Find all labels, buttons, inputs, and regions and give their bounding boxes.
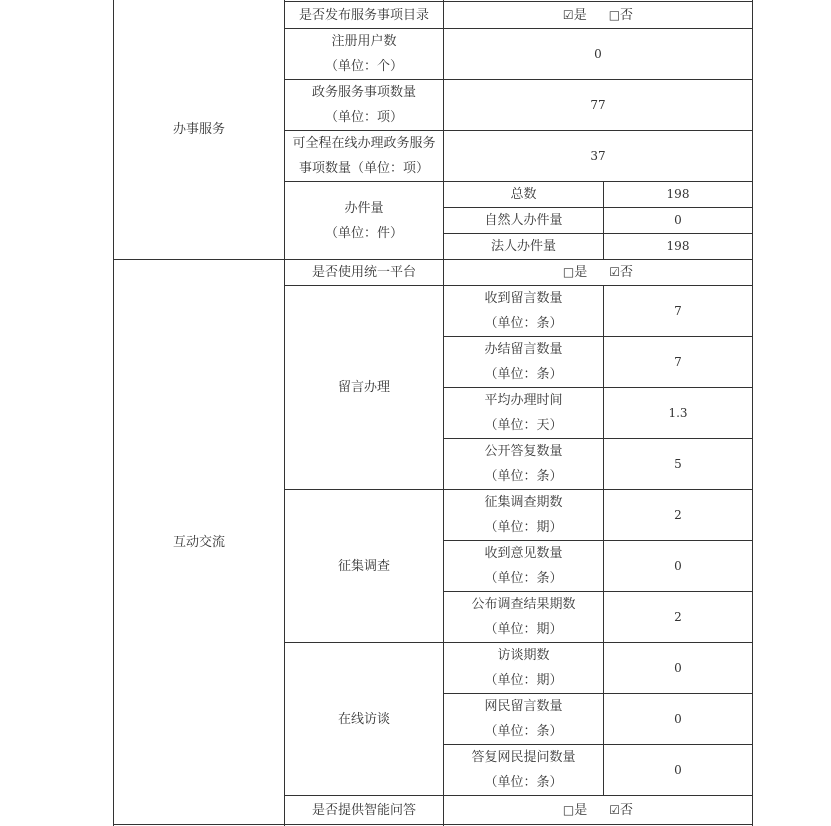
registered-users-label-cell (285, 29, 443, 79)
handling-total-value: 198 (666, 187, 690, 201)
option-no-label: 否 (620, 7, 634, 23)
table-row (604, 182, 752, 207)
handling-volume-unit: （单位：件） (324, 225, 403, 241)
category-interaction (114, 260, 284, 824)
handling-legal-person-label: 法人办件量 (490, 239, 556, 254)
unified-platform-options (444, 260, 752, 285)
checkbox-checked-icon: ☑ (609, 265, 621, 279)
opinions-received-value: 0 (674, 558, 682, 573)
smart-qa-label: 是否提供智能问答 (311, 802, 416, 818)
table-row (604, 694, 752, 744)
messages-received-label: 收到留言数量 (484, 291, 563, 306)
handling-natural-person-label: 自然人办件量 (484, 213, 563, 228)
interview-group-label-cell (285, 643, 443, 795)
publish-catalog-options (444, 2, 752, 28)
survey-results-label: 公布调查结果期数 (471, 597, 576, 612)
registered-users-unit: （单位：个） (324, 59, 403, 74)
handling-natural-person-value: 0 (674, 213, 682, 227)
avg-handling-time-value: 1.3 (668, 405, 688, 420)
option-yes-label: 是 (574, 265, 588, 280)
avg-handling-time-unit: （单位：天） (484, 418, 563, 433)
table-row (604, 490, 752, 540)
gov-service-items-unit: （单位：项） (324, 110, 403, 125)
netizen-replies-label: 答复网民提问数量 (471, 750, 576, 765)
online-items-value: 37 (590, 148, 606, 163)
public-replies-unit: （单位：条） (484, 469, 563, 484)
option-no-label: 否 (620, 265, 634, 280)
messages-group-label-cell (285, 286, 443, 489)
checkbox-empty-icon: □ (608, 7, 621, 22)
category-interaction-label: 互动交流 (172, 534, 225, 550)
handling-volume-label: 办件量 (344, 200, 384, 216)
avg-handling-time-label: 平均办理时间 (484, 393, 563, 408)
table-row (444, 234, 603, 259)
table-row (444, 286, 603, 336)
public-replies-label: 公开答复数量 (484, 444, 563, 459)
messages-received-value: 7 (674, 303, 682, 318)
netizen-messages-unit: （单位：条） (484, 724, 563, 739)
table-row (444, 541, 603, 591)
survey-results-value: 2 (674, 609, 682, 624)
unified-platform-yes (563, 260, 587, 285)
online-items-label: 可全程在线办理政务服务 (292, 136, 436, 151)
table-row (604, 208, 752, 233)
table-row (604, 592, 752, 642)
survey-group-label-cell (285, 490, 443, 642)
interview-periods-label: 访谈期数 (497, 648, 550, 663)
interview-group-label: 在线访谈 (337, 711, 390, 727)
online-items-value-cell (444, 131, 752, 181)
netizen-messages-label: 网民留言数量 (484, 699, 563, 714)
unified-platform-label: 是否使用统一平台 (311, 265, 416, 280)
table-row (444, 592, 603, 642)
survey-periods-label: 征集调查期数 (484, 495, 563, 510)
checkbox-checked-icon: ☑ (562, 7, 574, 22)
table-row (444, 643, 603, 693)
messages-closed-label: 办结留言数量 (484, 342, 563, 357)
category-service (114, 0, 284, 259)
gov-service-items-value: 77 (590, 97, 606, 112)
opinions-received-label: 收到意见数量 (484, 546, 563, 561)
netizen-replies-value: 0 (674, 762, 682, 777)
table-row (604, 286, 752, 336)
checkbox-empty-icon: □ (562, 802, 575, 817)
smart-qa-options (444, 796, 752, 824)
checkbox-empty-icon: □ (562, 265, 575, 279)
checkbox-checked-icon: ☑ (609, 802, 621, 817)
online-items-unit: 事项数量（单位：项） (298, 161, 429, 176)
publish-catalog-label-cell (285, 2, 443, 28)
netizen-replies-unit: （单位：条） (484, 775, 563, 790)
table-row (604, 541, 752, 591)
publish-catalog-no (609, 3, 633, 28)
table-row (444, 388, 603, 438)
gov-service-items-value-cell (444, 80, 752, 130)
table-row (444, 439, 603, 489)
messages-group-label: 留言办理 (337, 380, 390, 395)
unified-platform-no (609, 260, 633, 285)
table-row (604, 439, 752, 489)
handling-total-label: 总数 (510, 187, 537, 202)
messages-received-unit: （单位：条） (484, 316, 563, 331)
table-row (604, 337, 752, 387)
option-yes-label: 是 (573, 7, 587, 23)
table-row (604, 388, 752, 438)
table-row (444, 694, 603, 744)
table-row (604, 643, 752, 693)
grid-line (113, 824, 753, 825)
gov-service-items-label-cell (285, 80, 443, 130)
table-row (604, 745, 752, 795)
survey-results-unit: （单位：期） (484, 622, 563, 637)
table-row (604, 234, 752, 259)
registered-users-label: 注册用户数 (331, 34, 397, 49)
gov-service-items-label: 政务服务事项数量 (311, 85, 416, 100)
category-service-label: 办事服务 (172, 122, 225, 137)
table-row (444, 745, 603, 795)
handling-legal-person-value: 198 (666, 239, 690, 253)
opinions-received-unit: （单位：条） (484, 571, 563, 586)
survey-periods-unit: （单位：期） (484, 520, 563, 535)
publish-catalog-yes (563, 3, 587, 28)
interview-periods-value: 0 (674, 660, 682, 675)
survey-group-label: 征集调查 (337, 558, 390, 574)
unified-platform-label-cell (285, 260, 443, 285)
smart-qa-no (609, 798, 633, 823)
handling-volume-label-cell (285, 182, 443, 259)
smart-qa-yes (563, 798, 587, 823)
registered-users-value-cell (444, 29, 752, 79)
netizen-messages-value: 0 (674, 711, 682, 726)
survey-periods-value: 2 (674, 507, 682, 522)
option-yes-label: 是 (574, 802, 588, 818)
option-no-label: 否 (620, 802, 634, 818)
public-replies-value: 5 (674, 456, 682, 471)
smart-qa-label-cell (285, 796, 443, 824)
table-row (444, 182, 603, 207)
messages-closed-value: 7 (674, 354, 682, 369)
table-row (444, 337, 603, 387)
table-row (444, 490, 603, 540)
online-items-label-cell (285, 131, 443, 181)
messages-closed-unit: （单位：条） (484, 367, 563, 382)
registered-users-value: 0 (594, 46, 602, 61)
interview-periods-unit: （单位：期） (484, 673, 563, 688)
table-row (444, 208, 603, 233)
publish-catalog-label: 是否发布服务事项目录 (298, 7, 429, 23)
grid-line (752, 0, 753, 826)
